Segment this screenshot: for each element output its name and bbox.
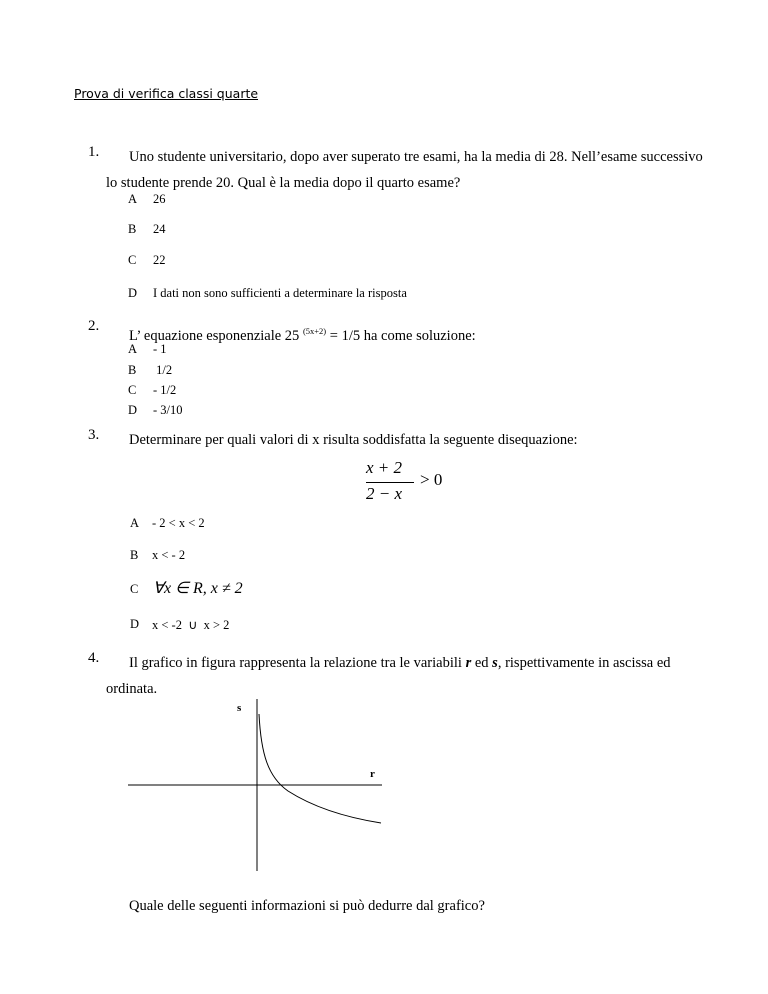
- q1-option-c-text: 22: [153, 253, 166, 267]
- question-3-number: 3.: [88, 427, 100, 443]
- q2-option-a-text: - 1: [153, 342, 167, 356]
- q3-option-d-text: x < -2 ∪ x > 2: [152, 618, 230, 632]
- question-4-subquestion: Quale delle seguenti informazioni si può dedurre dal grafico?: [129, 898, 485, 914]
- q1-option-d-text: I dati non sono sufficienti a determinare la risposta: [153, 286, 407, 300]
- q2-option-b-letter: B: [128, 363, 137, 377]
- question-1-line-2: lo studente prende 20. Qual è la media dopo il quarto esame?: [106, 175, 461, 191]
- question-4-number: 4.: [88, 650, 100, 666]
- q2-option-d-text: - 3/10: [153, 403, 183, 417]
- question-2-text: [129, 318, 476, 349]
- q3-option-a-text: - 2 < x < 2: [152, 516, 205, 530]
- question-2-text-post: = 1/5 ha come soluzione:: [329, 328, 476, 344]
- q3-option-a-letter: A: [130, 516, 140, 530]
- formula-relation: > 0: [420, 470, 443, 489]
- q2-option-d-letter: D: [128, 403, 138, 417]
- question-1-line-1: Uno studente universitario, dopo aver superato tre esami, ha la media di 28. Nell’esame successivo: [129, 149, 703, 165]
- formula-numerator: x + 2: [366, 458, 403, 477]
- q3-option-c-text: ∀x ∈ R, x ≠ 2: [153, 580, 243, 597]
- q2-option-a-letter: A: [128, 342, 138, 356]
- x-axis-label: r: [370, 768, 375, 780]
- q3-option-d-letter: D: [130, 617, 140, 631]
- q2-option-c-text: - 1/2: [153, 383, 177, 397]
- fraction-bar: [366, 482, 414, 483]
- page-title: Prova di verifica classi quarte: [74, 86, 259, 101]
- formula-denominator: 2 − x: [366, 484, 403, 503]
- question-2-exponent: (5x+2): [302, 326, 327, 336]
- y-axis-label: s: [237, 702, 242, 714]
- q1-option-d-letter: D: [128, 286, 138, 300]
- q3-option-b-text: x < - 2: [152, 548, 186, 562]
- graph-background: [128, 699, 393, 874]
- q3-option-c-letter: C: [130, 582, 139, 596]
- q2-option-b-text: 1/2: [153, 363, 173, 377]
- q1-option-a-letter: A: [128, 192, 138, 206]
- question-4-line-1: Il grafico in figura rappresenta la relazione tra le variabili r ed s, rispettivamente in ascissa ed: [129, 655, 671, 671]
- q1-option-c-letter: C: [128, 253, 137, 267]
- question-2-text-pre: L’ equazione esponenziale 25: [129, 328, 300, 344]
- q2-option-c-letter: C: [128, 383, 137, 397]
- question-1-number: 1.: [88, 144, 100, 160]
- question-2-number: 2.: [88, 318, 100, 334]
- q1-option-b-letter: B: [128, 222, 137, 236]
- hyperbola-graph: [128, 699, 393, 874]
- question-4-line-2: ordinata.: [106, 681, 158, 697]
- q1-option-b-text: 24: [153, 222, 166, 236]
- q1-option-a-text: 26: [153, 192, 166, 206]
- question-3-text: Determinare per quali valori di x risulta soddisfatta la seguente disequazione:: [129, 432, 578, 448]
- q3-option-b-letter: B: [130, 548, 139, 562]
